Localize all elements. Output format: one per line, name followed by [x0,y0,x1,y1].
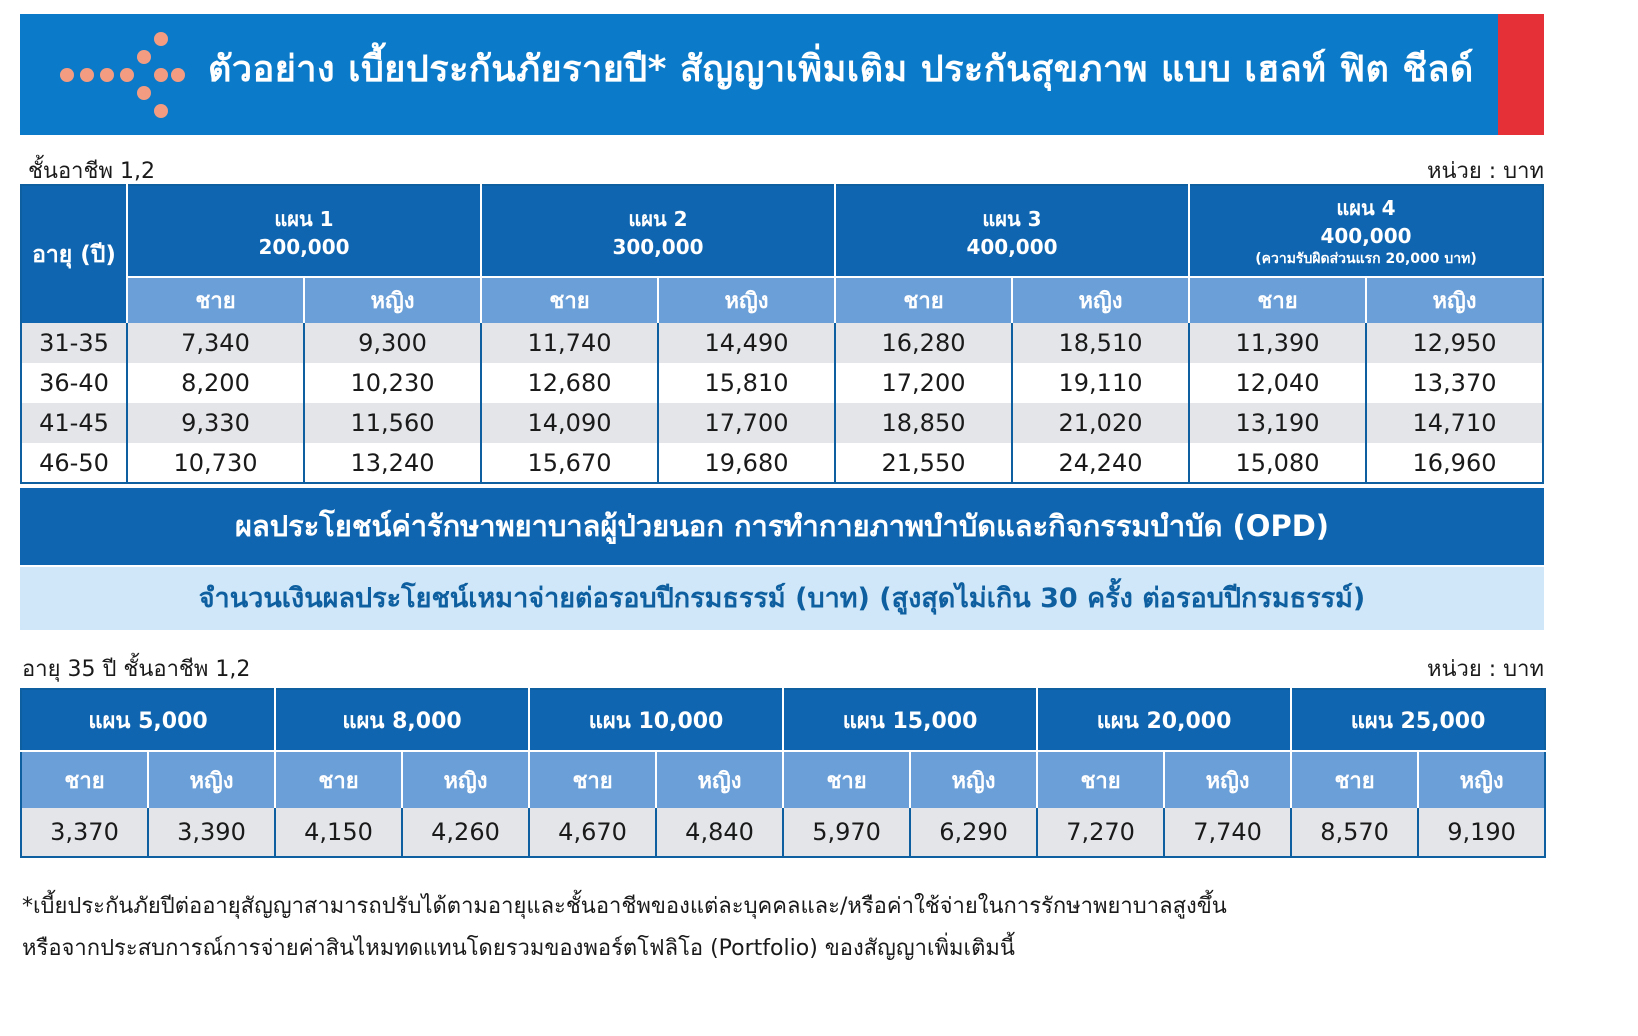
premium-cell: 11,560 [304,403,481,443]
premium-cell: 21,550 [835,443,1012,483]
opd-premium-cell: 3,390 [148,808,275,857]
female-header: หญิง [402,751,529,808]
plan-4-header [1189,185,1543,277]
dots-logo-icon [60,42,190,108]
premium-cell: 12,680 [481,363,658,403]
table-row [21,403,1543,443]
premium-cell: 12,040 [1189,363,1366,403]
premium-cell: 24,240 [1012,443,1189,483]
opd-plan-header: แผน 15,000 [783,689,1037,751]
plan-amount: 400,000 [1320,224,1412,248]
male-header: ชาย [1037,751,1164,808]
male-header: ชาย [21,751,148,808]
premium-cell: 16,280 [835,323,1012,363]
opd-premium-cell: 7,270 [1037,808,1164,857]
unit-label: หน่วย : บาท [1426,159,1544,184]
premium-cell: 18,510 [1012,323,1189,363]
premium-cell: 10,230 [304,363,481,403]
premium-cell: 13,370 [1366,363,1543,403]
opd-title-banner: ผลประโยชน์ค่ารักษาพยาบาลผู้ป่วยนอก การทำกายภาพบำบัดและกิจกรรมบำบัด (OPD) [20,488,1544,565]
premium-cell: 14,710 [1366,403,1543,443]
footnote-line-2: หรือจากประสบการณ์การจ่ายค่าสินไหมทดแทนโดยรวมของพอร์ตโฟลิโอ (Portfolio) ของสัญญาเพิ่มเติมนี้ [22,936,1015,961]
premium-cell: 11,390 [1189,323,1366,363]
premium-cell: 8,200 [127,363,304,403]
premium-table [20,184,1544,484]
plan-3-header [835,185,1189,277]
premium-cell: 13,190 [1189,403,1366,443]
female-header: หญิง [304,277,481,323]
age-cell: 46-50 [21,443,127,483]
opd-plan-header: แผน 10,000 [529,689,783,751]
male-header: ชาย [275,751,402,808]
female-header: หญิง [1418,751,1545,808]
table-row [21,323,1543,363]
premium-cell: 7,340 [127,323,304,363]
table-row [21,808,1545,857]
male-header: ชาย [529,751,656,808]
age-cell: 36-40 [21,363,127,403]
premium-cell: 15,810 [658,363,835,403]
plan-2-header [481,185,835,277]
premium-cell: 14,090 [481,403,658,443]
premium-cell: 16,960 [1366,443,1543,483]
plan-name: แผน 3 [982,207,1042,231]
page-title: ตัวอย่าง เบี้ยประกันภัยรายปี* สัญญาเพิ่มเติม ประกันสุขภาพ แบบ เฮลท์ ฟิต ชีลด์ [208,49,1474,90]
plan-name: แผน 4 [1336,196,1396,220]
premium-cell: 17,200 [835,363,1012,403]
premium-cell: 12,950 [1366,323,1543,363]
plan-amount: 300,000 [612,235,704,259]
male-header: ชาย [1291,751,1418,808]
premium-cell: 11,740 [481,323,658,363]
premium-cell: 13,240 [304,443,481,483]
opd-subtitle-banner: จำนวนเงินผลประโยชน์เหมาจ่ายต่อรอบปีกรมธรรม์ (บาท) (สูงสุดไม่เกิน 30 ครั้ง ต่อรอบปีกรมธรรม์) [20,567,1544,630]
premium-cell: 9,330 [127,403,304,443]
premium-cell: 21,020 [1012,403,1189,443]
plan-name: แผน 2 [628,207,688,231]
female-header: หญิง [1012,277,1189,323]
premium-cell: 18,850 [835,403,1012,443]
table-row [21,363,1543,403]
opd-premium-cell: 4,670 [529,808,656,857]
opd-plan-header: แผน 5,000 [21,689,275,751]
opd-premium-cell: 4,260 [402,808,529,857]
opd-plan-header: แผน 8,000 [275,689,529,751]
female-header: หญิง [910,751,1037,808]
premium-cell: 15,670 [481,443,658,483]
premium-cell: 17,700 [658,403,835,443]
opd-class-label: อายุ 35 ปี ชั้นอาชีพ 1,2 [22,657,251,682]
opd-plan-header: แผน 25,000 [1291,689,1545,751]
opd-plan-header: แผน 20,000 [1037,689,1291,751]
premium-cell: 19,110 [1012,363,1189,403]
age-cell: 31-35 [21,323,127,363]
opd-premium-cell: 6,290 [910,808,1037,857]
footnote-line-1: *เบี้ยประกันภัยปีต่ออายุสัญญาสามารถปรับได้ตามอายุและชั้นอาชีพของแต่ละบุคคลและ/หรือค่าใช้จ่ายในการรักษาพยาบาลสูงขึ้น [22,894,1227,919]
premium-cell: 9,300 [304,323,481,363]
age-column-header: อายุ (ปี) [21,185,127,323]
plan-1-header [127,185,481,277]
table-row [21,443,1543,483]
plan-deductible-note: (ความรับผิดส่วนแรก 20,000 บาท) [1255,251,1477,267]
opd-premium-cell: 7,740 [1164,808,1291,857]
plan-amount: 400,000 [966,235,1058,259]
female-header: หญิง [1164,751,1291,808]
male-header: ชาย [127,277,304,323]
female-header: หญิง [1366,277,1543,323]
premium-cell: 15,080 [1189,443,1366,483]
female-header: หญิง [656,751,783,808]
opd-premium-cell: 3,370 [21,808,148,857]
occupation-class-label: ชั้นอาชีพ 1,2 [28,159,155,184]
opd-premium-cell: 4,150 [275,808,402,857]
premium-cell: 14,490 [658,323,835,363]
age-cell: 41-45 [21,403,127,443]
premium-cell: 19,680 [658,443,835,483]
opd-premium-table [20,688,1546,858]
opd-premium-cell: 9,190 [1418,808,1545,857]
unit-label: หน่วย : บาท [1426,657,1544,682]
opd-premium-cell: 4,840 [656,808,783,857]
female-header: หญิง [658,277,835,323]
male-header: ชาย [835,277,1012,323]
male-header: ชาย [1189,277,1366,323]
opd-premium-cell: 8,570 [1291,808,1418,857]
male-header: ชาย [783,751,910,808]
plan-name: แผน 1 [274,207,334,231]
opd-premium-cell: 5,970 [783,808,910,857]
male-header: ชาย [481,277,658,323]
premium-cell: 10,730 [127,443,304,483]
female-header: หญิง [148,751,275,808]
plan-amount: 200,000 [258,235,350,259]
header-accent-stripe [1498,14,1544,135]
